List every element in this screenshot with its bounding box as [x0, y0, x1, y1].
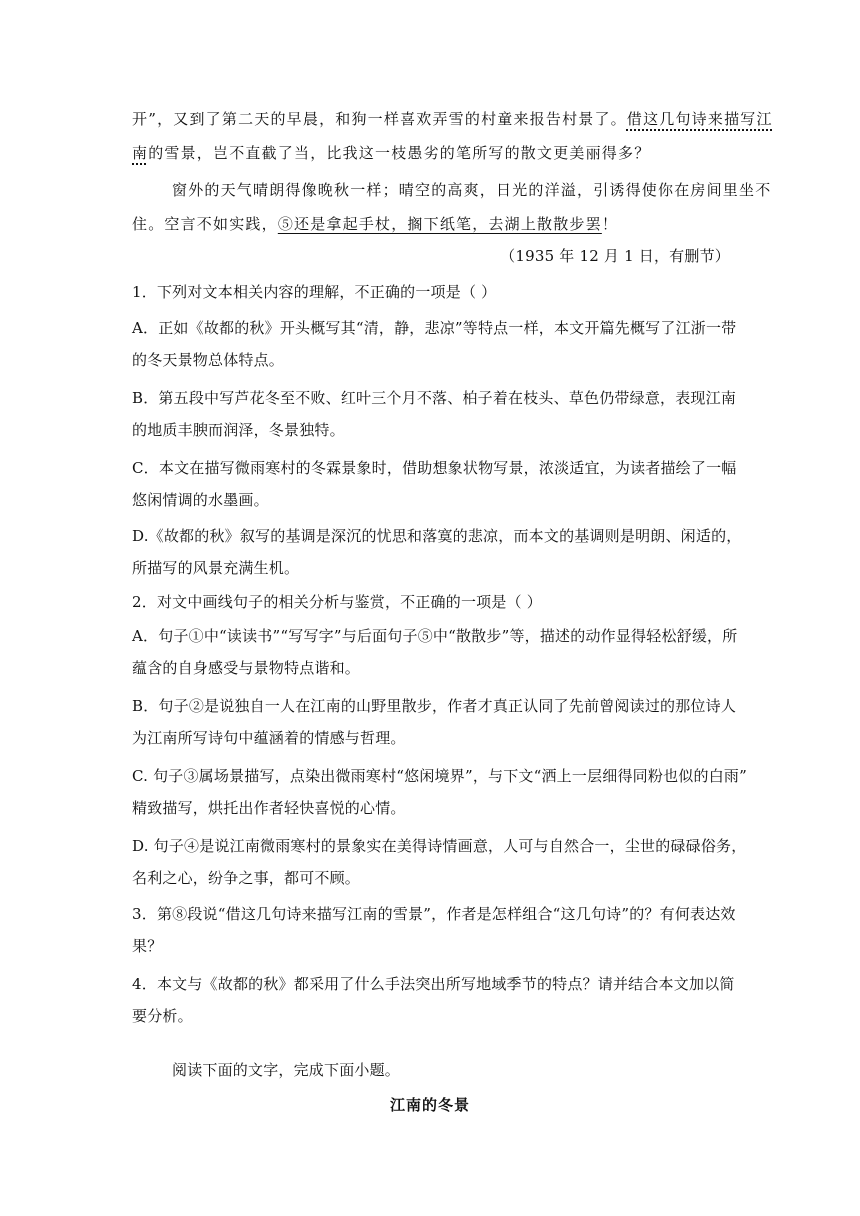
dotted-emphasis: 借这几句诗来描写江 [626, 110, 773, 128]
dotted-emphasis: 南 [132, 144, 149, 162]
passage-line-4 [132, 214, 730, 234]
q1-option-c-line-1: C．本文在描写微雨寒村的冬霖景象时，借助想象状物写景，浓淡适宜，为读者描绘了一幅 [132, 459, 737, 477]
passage-text: 的雪景，岂不直截了当，比我这一枝愚劣的笔所写的散文更美丽得多？ [148, 144, 651, 162]
question-2: 2．对文中画线句子的相关分析与鉴赏，不正确的一项是（ ） [132, 593, 542, 611]
q1-option-a-line-1: A．正如《故都的秋》开头概写其“清，静，悲凉”等特点一样，本文开篇先概写了江浙一带 [132, 319, 737, 337]
passage-date: （1935 年 12 月 1 日，有删节） [500, 247, 730, 265]
q2-option-d-line-2: 名利之心，纷争之事，都可不顾。 [132, 869, 361, 887]
reading-instruction: 阅读下面的文字，完成下面小题。 [172, 1061, 401, 1079]
q2-option-b-line-1: B．句子②是说独自一人在江南的山野里散步，作者才真正认同了先前曾阅读过的那位诗人 [132, 697, 737, 715]
question-3-line-1: 3．第⑧段说“借这几句诗来描写江南的雪景”，作者是怎样组合“这几句诗”的？有何表达效 [132, 905, 736, 923]
passage-line-3: 窗外的天气晴朗得像晚秋一样；晴空的高爽，日光的洋溢，引诱得使你在房间里坐不 [172, 181, 772, 199]
q2-option-c-line-1: C. 句子③属场景描写，点染出微雨寒村“悠闲境界”，与下文“洒上一层细得同粉也似的白雨” [132, 767, 747, 785]
q2-option-a-line-2: 蕴含的自身感受与景物特点谐和。 [132, 659, 361, 677]
q1-option-a-line-2: 的冬天景物总体特点。 [132, 351, 285, 369]
q2-option-d-line-1: D. 句子④是说江南微雨寒村的景象实在美得诗情画意，人可与自然合一，尘世的碌碌俗务， [132, 837, 747, 855]
q1-option-d-line-2: 所描写的风景充满生机。 [132, 559, 300, 577]
passage-text: 开”，又到了第二天的早晨，和狗一样喜欢弄雪的村童来报告村景了。 [132, 110, 627, 128]
question-4-line-2: 要分析。 [132, 1007, 193, 1025]
passage-text: 住。空言不如实践， [132, 215, 278, 233]
q1-option-b-line-1: B．第五段中写芦花冬至不败、红叶三个月不落、柏子着在枝头、草色仍带绿意，表现江南 [132, 389, 737, 407]
q1-option-b-line-2: 的地质丰腴而润泽，冬景独特。 [132, 421, 345, 439]
q2-option-b-line-2: 为江南所写诗句中蕴涵着的情感与哲理。 [132, 729, 406, 747]
question-3-line-2: 果？ [132, 937, 163, 955]
q1-option-d-line-1: D.《故都的秋》叙写的基调是深沉的忧思和落寞的悲凉，而本文的基调则是明朗、闲适的， [132, 527, 742, 545]
q2-option-a-line-1: A．句子①中“读读书”“写写字”与后面句子⑤中“散散步”等，描述的动作显得轻松舒缓，所 [132, 627, 738, 645]
passage-line-2 [132, 143, 730, 163]
q1-option-c-line-2: 悠闲情调的水墨画。 [132, 491, 269, 509]
passage-line-1 [132, 109, 773, 129]
article-title: 江南的冬景 [389, 1096, 470, 1114]
q2-option-c-line-2: 精致描写，烘托出作者轻快喜悦的心情。 [132, 799, 406, 817]
underlined-sentence-5: ⑤还是拿起手杖，搁下纸笔，去湖上散散步罢 [277, 215, 602, 233]
passage-text: ！ [601, 215, 619, 233]
question-4-line-1: 4．本文与《故都的秋》都采用了什么手法突出所写地域季节的特点？请并结合本文加以简 [132, 975, 735, 993]
question-1: 1．下列对文本相关内容的理解，不正确的一项是（ ） [132, 283, 497, 301]
